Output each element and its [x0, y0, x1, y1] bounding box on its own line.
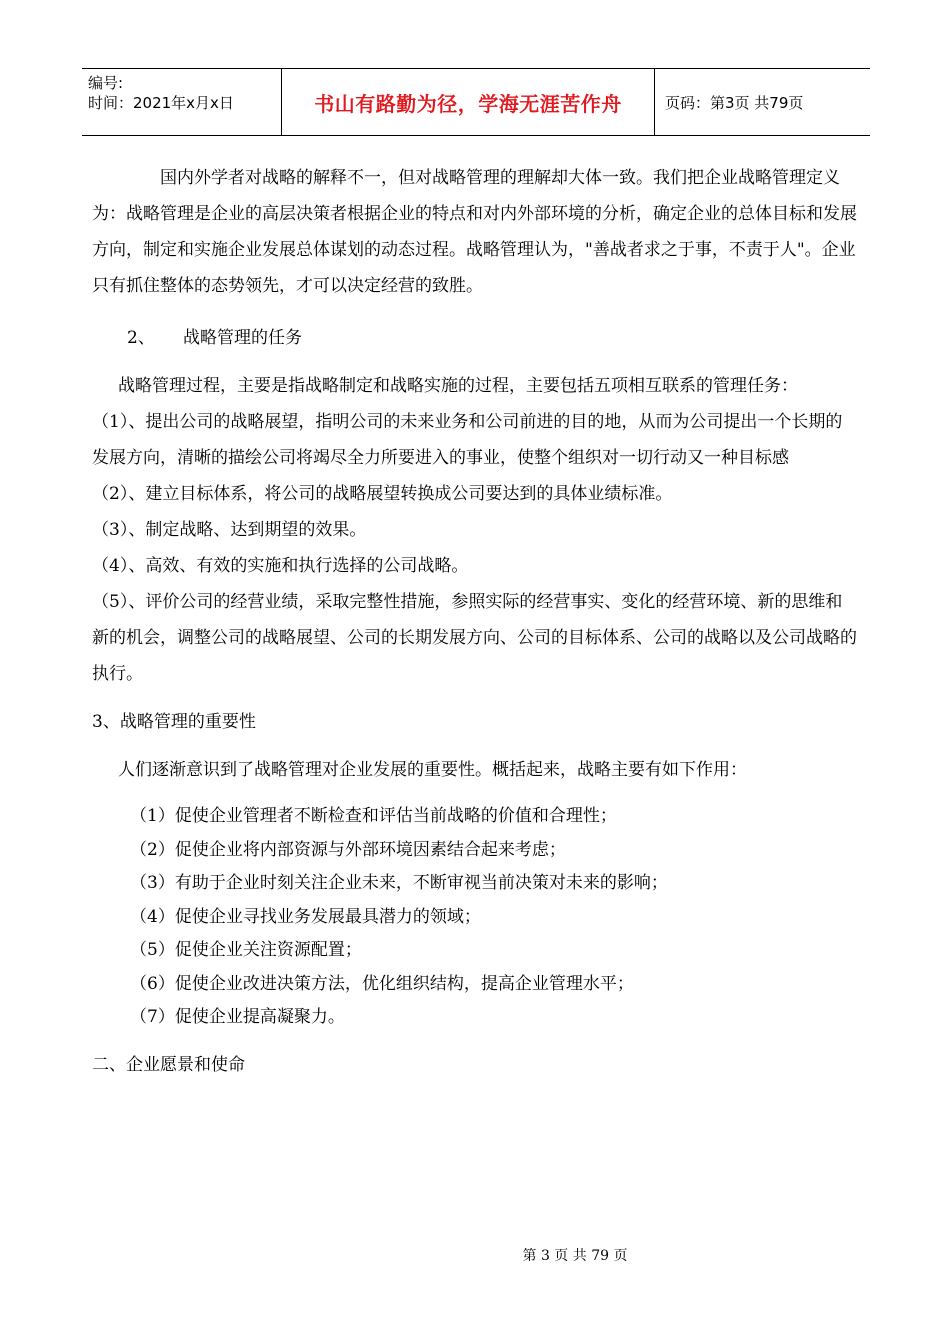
importance-item-5: （5）促使企业关注资源配置； — [130, 940, 362, 960]
motto: 书山有路勤为径，学海无涯苦作舟 — [314, 91, 622, 116]
header-page-cell — [655, 69, 870, 135]
page-header — [82, 68, 870, 136]
paragraph-importance-intro: 人们逐渐意识到了战略管理对企业发展的重要性。概括起来，战略主要有如下作用： — [118, 760, 747, 780]
importance-item-2: （2）促使企业将内部资源与外部环境因素结合起来考虑； — [130, 839, 566, 860]
header-meta — [82, 69, 282, 135]
task-item-3: （3）、制定战略、达到期望的效果。 — [92, 520, 367, 540]
task-item-4: （4）、高效、有效的实施和执行选择的公司战略。 — [92, 556, 469, 576]
paragraph-intro: 国内外学者对战略的解释不一，但对战略管理的理解却大体一致。我们把企业战略管理定义为：战略管理是企业的高层决策者根据企业的特点和对内外部环境的分析，确定企业的总体目标和发展方向，制定和实施企业发展总体谋划的动态过程。战略管理认为，"善战者求之于事，不责于人"。企业只有抓住整体的态势领先，才可以决定经营的致胜。 — [92, 168, 857, 296]
time-label: 时间：2021年x月x日 — [88, 94, 234, 112]
paragraph-tasks-intro: 战略管理过程，主要是指战略制定和战略实施的过程，主要包括五项相互联系的管理任务： — [118, 376, 798, 396]
heading-text: 战略管理的任务 — [183, 328, 302, 348]
importance-item-4: （4）促使企业寻找业务发展最具潜力的领域； — [130, 906, 481, 927]
task-item-5: （5）、评价公司的经营业绩，采取完整性措施，参照实际的经营事实、变化的经营环境、新的思维和新的机会，调整公司的战略展望、公司的长期发展方向、公司的目标体系、公司的战略以及公司战略的执行。 — [92, 592, 857, 684]
section-heading-vision: 二、企业愿景和使命 — [92, 1054, 245, 1075]
heading-tasks — [92, 322, 858, 354]
task-item-1: （1）、提出公司的战略展望，指明公司的未来业务和公司前进的目的地，从而为公司提出一个长期的发展方向，清晰的描绘公司将竭尽全力所要进入的事业，使整个组织对一切行动又一种目标感 — [92, 412, 843, 468]
task-item-2: （2）、建立目标体系，将公司的战略展望转换成公司要达到的具体业绩标准。 — [92, 484, 673, 504]
importance-item-6: （6）促使企业改进决策方法，优化组织结构，提高企业管理水平； — [130, 973, 634, 994]
footer-page-number: 第 3 页 共 79 页 — [522, 1248, 628, 1264]
header-motto-cell — [282, 69, 655, 135]
importance-list — [92, 800, 858, 1035]
heading-importance: 3、战略管理的重要性 — [92, 712, 256, 732]
importance-item-1: （1）促使企业管理者不断检查和评估当前战略的价值和合理性； — [130, 806, 617, 826]
heading-number: 2、 — [127, 328, 155, 348]
page-label: 页码：第3页 共79页 — [665, 93, 804, 112]
importance-item-3: （3）有助于企业时刻关注企业未来，不断审视当前决策对未来的影响； — [130, 873, 668, 893]
document-body — [92, 160, 858, 1083]
page-footer — [0, 1245, 950, 1265]
importance-item-7: （7）促使企业提高凝聚力。 — [130, 1007, 345, 1027]
code-label: 编号: — [88, 74, 124, 92]
